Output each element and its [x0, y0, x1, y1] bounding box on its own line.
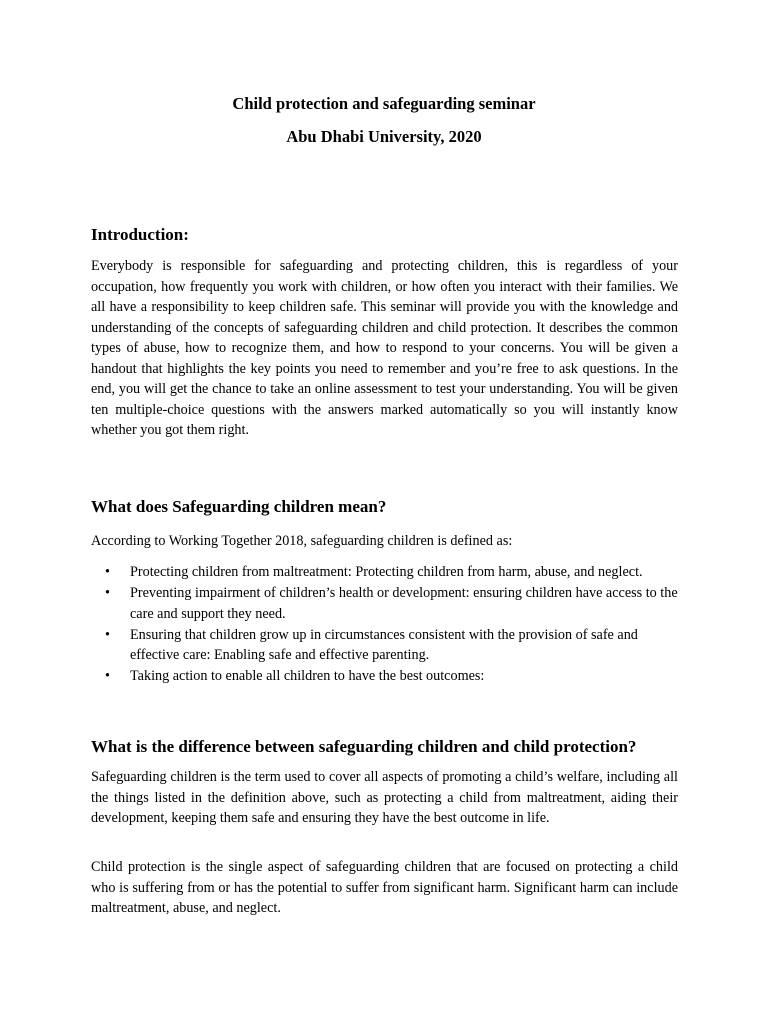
list-item-text: Protecting children from maltreatment: Protecting children from harm, abuse, and neglect. — [130, 564, 643, 580]
safeguarding-definition-paragraph: Safeguarding children is the term used to cover all aspects of promoting a child’s welfare, including all the things listed in the definition above, such as protecting a child from maltreatment, aiding their development, keeping them safe and ensuring they have the best outcome in life. — [91, 769, 678, 826]
child-protection-paragraph: Child protection is the single aspect of safeguarding children that are focused on protecting a child who is suffering from or has the potential to suffer from significant harm. Significant harm can include maltreatment, abuse, and neglect. — [91, 859, 678, 916]
document-title: Child protection and safeguarding seminar — [232, 94, 536, 113]
bullet-icon: • — [105, 585, 110, 601]
list-item — [91, 562, 678, 583]
list-item — [91, 583, 678, 624]
list-item-text: Preventing impairment of children’s health or development: ensuring children have access to the care and support they need. — [130, 585, 678, 622]
list-item-text: Ensuring that children grow up in circumstances consistent with the provision of safe and effective care: Enabling safe and effective parenting. — [130, 626, 638, 663]
list-item-text: Taking action to enable all children to have the best outcomes: — [130, 668, 485, 684]
introduction-heading: Introduction: — [91, 225, 189, 244]
difference-heading: What is the difference between safeguarding children and child protection? — [91, 737, 637, 756]
list-item — [91, 625, 678, 666]
definition-bullet-list — [91, 562, 678, 687]
bullet-icon: • — [105, 668, 110, 684]
bullet-icon: • — [105, 626, 110, 643]
introduction-paragraph: Everybody is responsible for safeguarding and protecting children, this is regardless of your occupation, how frequently you work with children, or how often you interact with their families. We all have a responsibility to keep children safe. This seminar will provide you with the knowledge and understanding of the concepts of safeguarding children and child protection. It describes the common types of abuse, how to recognize them, and how to respond to your concerns. You will be given a handout that highlights the key points you need to remember and you’re free to ask questions. In the end, you will get the chance to take an online assessment to test your understanding. You will be given ten multiple-choice questions with the answers marked automatically so you will instantly know whether you got them right. — [91, 258, 678, 438]
document-subtitle: Abu Dhabi University, 2020 — [286, 127, 482, 146]
bullet-icon: • — [105, 564, 110, 580]
safeguarding-meaning-heading: What does Safeguarding children mean? — [91, 497, 387, 516]
definition-intro: According to Working Together 2018, safeguarding children is defined as: — [91, 533, 513, 549]
list-item — [91, 666, 678, 687]
